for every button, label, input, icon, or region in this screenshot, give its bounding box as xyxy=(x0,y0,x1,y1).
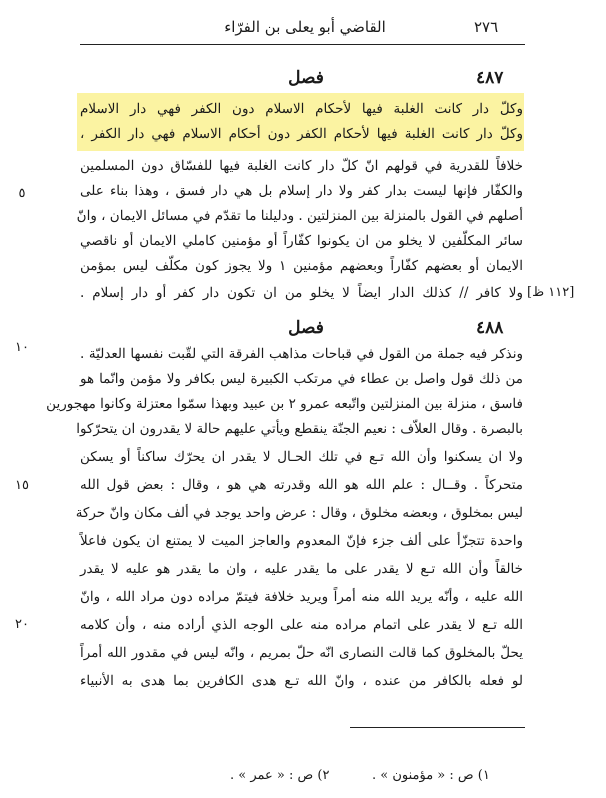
text-line: الله عليه ، وأنّه يريد الله منه أمراً ويريد خلافة فيتمّ مراده دون مراد الله ، وانّ xyxy=(80,589,523,605)
text-line: ولا ان يسكنوا وأن الله تـع في تلك الحـال لا يقدر ان يحرّك ساكناً أو يسكن xyxy=(80,449,523,465)
footnote-rule xyxy=(350,727,525,728)
text-line: ونذكر فيه جملة من القول في قباحات مذاهب الفرقة التي لقّبت نفسها العدليّة . xyxy=(80,346,523,362)
text-line: متحركاً . وقــال : علم الله هو الله وقدرته هي هو ، وقال : بعض قول الله xyxy=(80,477,523,493)
text-line: سائر المكلّفين لا يخلو من ان يكونوا كفّاراً أو مؤمنين كاملي الايمان أو ناقصي xyxy=(80,233,523,249)
text-line: فاسق ، منزلة بين المنزلتين واتّبعه عمرو ٢ بن عبيد وبهذا سمّوا معتزلة وكانوا مهجورين xyxy=(46,396,523,412)
page-number: ٢٧٦ xyxy=(474,18,499,36)
text-line: واحدة تتجزّأ على ألف جزء فإنّ المعدوم والعاجز الميت لا يمتنع ان يكون فاعلاً xyxy=(80,533,523,549)
text-line: من ذلك قول واصل بن عطاء في مرتكب الكبيرة ليس بكافر ولا مؤمن وانّما هو xyxy=(80,371,523,387)
text-line: خلافاً للقدرية في قولهم انّ كلّ دار كانت الغلبة فيها للفسّاق دون المسلمين xyxy=(80,158,523,174)
highlighted-line: وكلّ دار كانت الغلبة فيها لأحكام الاسلام دون الكفر فهي دار الاسلام xyxy=(80,101,523,117)
line-number: ٢٠ xyxy=(15,617,29,632)
footnote: ٢) ص : « عمر » . xyxy=(230,768,330,783)
header-rule xyxy=(80,44,525,45)
footnote: ١) ص : « مؤمنون » . xyxy=(372,768,490,783)
running-title: القاضي أبو يعلى بن الفرّاء xyxy=(224,18,386,36)
text-line: بالبصرة . وقال العلاّف : نعيم الجنّة ينقطع ويأتي عليهم حالة لا يقدرون ان يتحرّكوا xyxy=(76,421,523,437)
section-number: ٤٨٨ xyxy=(476,318,504,338)
text-line: الايمان أو بعضهم كفّاراً وبعضهم مؤمنين ١ ولا يجوز كون مكلّف ليس بمؤمن xyxy=(80,258,523,274)
text-line: خالقاً وأن الله تـع لا يقدر على ما يقدر عليه ، وان ما يقدر هو عليه لا يقدر xyxy=(80,561,523,577)
section-number: ٤٨٧ xyxy=(476,68,504,88)
line-number: ١٥ xyxy=(15,478,29,493)
text-line: الله تـع لا يقدر على اتمام مراده منه على الوجه الذي أراده منه ، وأن كلامه xyxy=(80,617,523,633)
highlighted-line: وكلّ دار كانت الغلبة فيها لأحكام الكفر دون أحكام الاسلام فهي دار الكفر ، xyxy=(80,126,523,142)
text-line: يحلّ بالمخلوق كما قالت النصارى انّه حلّ بمريم ، وانّه ليس في مقدور الله أمراً xyxy=(80,645,523,661)
section-title: فصل xyxy=(288,68,324,88)
section-title: فصل xyxy=(288,318,324,338)
text-line: أصلهم في القول بالمنزلة بين المنزلتين . ودليلنا ما تقدّم في مسائل الايمان ، وانّ xyxy=(76,208,523,224)
line-number: ٥ xyxy=(18,186,26,201)
text-line: ليس بمخلوق ، وبعضه مخلوق ، وقال : عرض واحد يوجد في ألف مكان وانّ حركة xyxy=(75,505,523,521)
text-line: لو فعله بالكافر من عنده ، وانّ الله تـع هدى الكافرين بما هدى به الأنبياء xyxy=(80,673,523,689)
line-number: ١٠ xyxy=(15,340,29,355)
text-line: ولا كافر // كذلك الدار ايضاً لا يخلو من ان تكون دار كفر أو دار إسلام . xyxy=(80,285,523,301)
margin-folio-reference: [١١٢ ظ] xyxy=(527,285,575,300)
text-line: والكفّار فإنها ليست بدار كفر ولا دار إسلام بل هي دار فسق ، وهذا بناء على xyxy=(80,183,523,199)
